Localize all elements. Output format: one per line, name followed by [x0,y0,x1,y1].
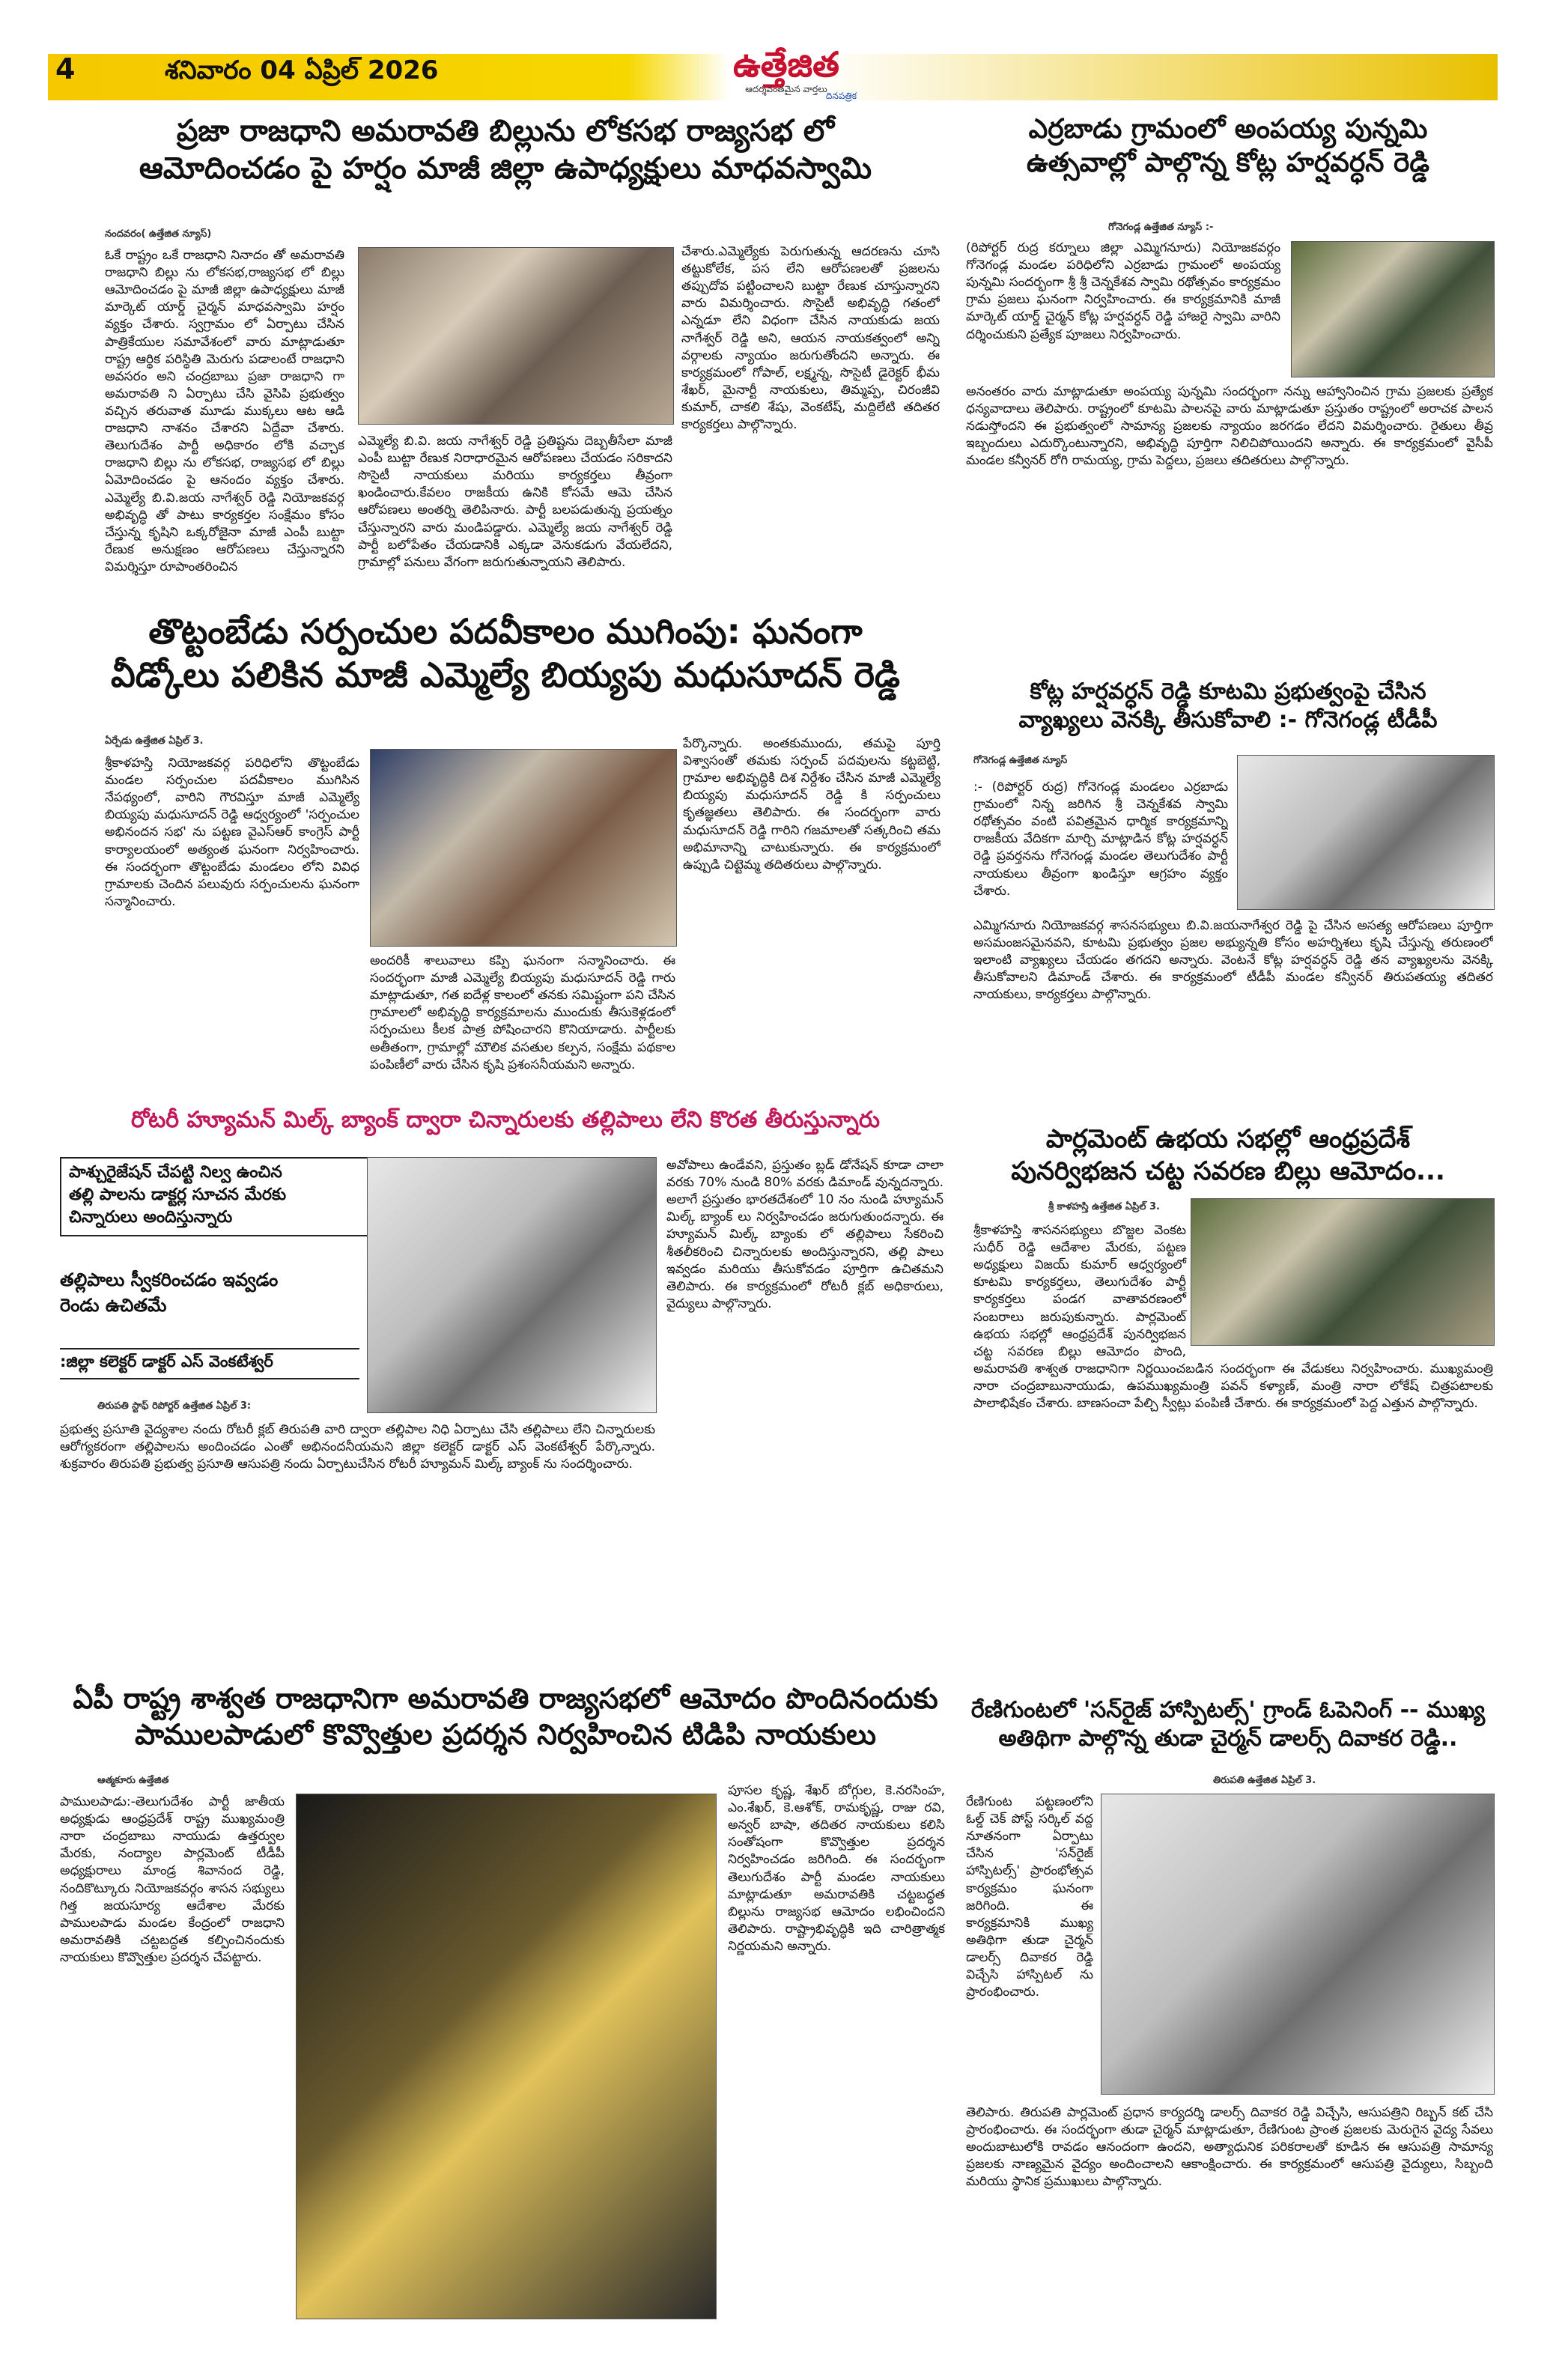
article7-photo [296,1794,717,2319]
article6-headline: పార్లమెంట్ ఉభయ సభల్లో ఆంధ్రప్రదేశ్ పునర్విభజన చట్ట సవరణ బిల్లు ఆమోదం... [1011,1124,1445,1186]
article4-photo [1237,755,1495,910]
masthead-logo [719,44,857,105]
article8-photo [1101,1794,1495,2095]
article2-byline: గోనెగండ్ల ఉత్తేజిత న్యూస్ :- [1108,222,1214,233]
article5-byline: తిరుపతి స్టాఫ్ రిపోర్టర్ ఉత్తేజిత ఏప్రిల్ 3: [97,1400,252,1412]
article6-col1: శ్రీకాళహస్తి శాసనసభ్యులు బొజ్జల వెంకట సుధీర్ రెడ్డి ఆదేశాల మేరకు, పట్టణ అధ్యక్షులు విజయ్ కుమార్ ఆధ్వర్యంలో కూటమి కార్యకర్తలు, తెలుగుదేశం పార్టీ కార్యకర్తలు పండగ వాతావరణంలో సంబరాలు జరుపుకున్నారు. పార్లమెంట్ ఉభయ సభల్లో ఆంధ్రప్రదేశ్ పునర్విభజన చట్ట సవరణ బిల్లు ఆమోదం పొంది, అమరావతి శాశ్వత రాజధానిగా నిర్ణయించబడిన సందర్భంగా ఈ వేడుకలు నిర్వహించారు. ముఖ్యమంత్రి నారా చంద్రబాబునాయుడు, ఉపముఖ్యమంత్రి పవన్ కళ్యాణ్, మంత్రి నారా లోకేష్ చిత్రపటాలకు పాలాభిషేకం చేశారు. బాణసంచా పేల్చి స్వీట్లు పంపిణీ చేశారు. ఈ కార్యక్రమంలో పెద్ద ఎత్తున పాల్గొన్నారు. [973,1223,1493,1412]
article3-col2: అందరికీ శాలువాలు కప్పి ఘనంగా సన్మానించారు. ఈ సందర్భంగా మాజీ ఎమ్మెల్యే బియ్యపు మధుసూదన్ రెడ్డి గారు మాట్లాడుతూ, గత ఐదేళ్ల కాలంలో తనకు సమిష్టంగా పని చేసిన గ్రామాలలో అభివృద్ధి కార్యక్రమాలను ముందుకు తీసుకెళ్లడంలో సర్పంచులు కీలక పాత్ర పోషించారని కొనియాడారు. పార్టీలకు అతీతంగా, గ్రామాల్లో మౌలిక వసతుల కల్పన, సంక్షేమ పథకాల పంపిణీలో వారు చేసిన కృషి ప్రశంసనీయమని అన్నారు. [370,953,675,1072]
article5-col2: అవోపాలు ఉండేవని, ప్రస్తుతం బ్లడ్ డోనేషన్ కూడా చాలా వరకు 70% నుండి 80% వరకు డిమాండ్ వున్నదన్నారు. అలాగే ప్రస్తుతం భారతదేశంలో 10 నం నుండి హ్యూమన్ మిల్క్ బ్యాంక్ లు నిర్వహించడం జరుగుతుందన్నారు. ఈ హ్యూమన్ మిల్క్ బ్యాంకు లో తల్లిపాలు సేకరించి శీతలీకరించి చిన్నారులకు అందిస్తున్నారని, తల్లి పాలు ఇవ్వడం మరియు తీసుకోవడం పూర్తిగా ఉచితమని తెలిపారు. ఈ కార్యక్రమంలో రోటరీ క్లబ్ అధికారులు, వైద్యులు పాల్గొన్నారు. [666,1158,943,1311]
article4-headline: కోట్ల హర్షవర్ధన్ రెడ్డి కూటమి ప్రభుత్వంపై చేసిన వ్యాఖ్యలు వెనక్కి తీసుకోవాలి :- గోనెగండ్ల టీడీపీ [1018,678,1438,733]
article7-headline: ఏపీ రాష్ట్ర శాశ్వత రాజధానిగా అమరావతి రాజ్యసభలో ఆమోదం పొందినందుకు పాములపాడులో కొవ్వొత్తుల ప్రదర్శన నిర్వహించిన టిడిపి నాయకులు [73,1682,938,1751]
article5-highlight-box2: తల్లిపాలు స్వీకరించడం ఇవ్వడం రెండు ఉచితమే [60,1269,279,1316]
logo-tag: దినపత్రిక [825,91,857,101]
article4-col1: :- (రిపోర్టర్ రుద్ర) గోనెగండ్ల మండలం ఎర్రబాడు గ్రామంలో నిన్న జరిగిన శ్రీ చెన్నకేశవ స్వామి రథోత్సవం వంటి పవిత్రమైన ధార్మిక కార్యక్రమాన్ని రాజకీయ వేదికగా మార్చి మాట్లాడిన కోట్ల హర్షవర్ధన్ రెడ్డి ప్రవర్తనను గోనెగండ్ల మండల తెలుగుదేశం పార్టీ నాయకులు తీవ్రంగా ఖండిస్తూ ఆగ్రహం వ్యక్తం చేశారు. [973,780,1228,899]
article6-byline: శ్రీ కాళహస్తి ఉత్తేజిత ఏప్రిల్ 3. [1048,1201,1160,1212]
article5-col1: ప్రభుత్వ ప్రసూతి వైద్యశాల నందు రోటరీ క్లబ్ తిరుపతి వారి ద్వారా తల్లిపాల నిధి ఏర్పాటు చేసి తల్లిపాలు లేని చిన్నారులకు ఆరోగ్యకరంగా తల్లిపాలను అందించడం ఎంతో అభినందనీయమని జిల్లా కలెక్టర్ డాక్టర్ ఎస్ వెంకటేశ్వర్ పేర్కొన్నారు. శుక్రవారం తిరుపతి ప్రభుత్వ ప్రసూతి ఆసుపత్రి నందు ఏర్పాటుచేసిన రోటరీ హ్యూమన్ మిల్క్ బ్యాంక్ ను సందర్శించారు. [60,1422,655,1472]
article7-col1: పాములపాడు:-తెలుగుదేశం పార్టీ జాతీయ అధ్యక్షుడు ఆంధ్రప్రదేశ్ రాష్ట్ర ముఖ్యమంత్రి నారా చంద్రబాబు నాయుడు ఉత్తర్వుల మేరకు, నంద్యాల పార్లమెంట్ టీడీపీ అధ్యక్షురాలు మాండ్ర శివానంద రెడ్డి, నందికొట్కూరు నియోజకవర్గం శాసన సభ్యులు గిత్త జయసూర్య ఆదేశాల మేరకు పాములపాడు మండల కేంద్రంలో రాజధాని అమరావతికి చట్టబద్ధత కల్పించినందుకు నాయకులు కొవ్వొత్తుల ప్రదర్శన చేపట్టారు. [60,1794,285,1965]
article8-col1: రేణిగుంట పట్టణంలోని ఓల్డ్ చెక్ పోస్ట్ సర్కిల్ వద్ద నూతనంగా ఏర్పాటు చేసిన 'సన్‌రైజ్ హాస్పిటల్స్' ప్రారంభోత్సవ కార్యక్రమం ఘనంగా జరిగింది. ఈ కార్యక్రమానికి ముఖ్య అతిథిగా తుడా చైర్మన్ డాలర్స్ దివాకర రెడ్డి విచ్చేసి హాస్పిటల్ ను ప్రారంభించారు. [966,1794,1093,2000]
article3-byline: ఏర్పేడు ఉత్తేజిత ఏప్రిల్ 3. [105,735,204,747]
page-number: 4 [55,52,76,85]
issue-date: శనివారం 04 ఏప్రిల్ 2026 [165,55,439,85]
article2-col2: అనంతరం వారు మాట్లాడుతూ అంపయ్య పున్నమి సందర్భంగా నన్ను ఆహ్వానించిన గ్రామ ప్రజలకు ప్రత్యేక ధన్యవాదాలు తెలిపారు. రాష్ట్రంలో కూటమి పాలనపై వారు మాట్లాడుతూ ప్రస్తుతం రాష్ట్రంలో అరాచక పాలన నడుస్తోందని ఈ ప్రభుత్వంలో సామాన్య ప్రజలకు న్యాయం జరగడం లేదని విమర్శించారు. రైతులు తీవ్ర ఇబ్బందులు ఎదుర్కొంటున్నారని, అభివృద్ధి పూర్తిగా నిలిచిపోయిందని అన్నారు. ఈ కార్యక్రమంలో వైసీపీ మండల కన్వీనర్ రోగి రామయ్య, గ్రామ పెద్దలు, ప్రజలు తదితరులు పాల్గొన్నారు. [966,384,1493,469]
logo-subtitle: ఆదర్శవంతమైన వార్తలు [745,84,827,94]
article1-headline: ప్రజా రాజధాని అమరావతి బిల్లును లోకసభ రాజ్యసభ లో ఆమోదించడం పై హర్షం మాజీ జిల్లా ఉపాధ్యక్షులు మాధవస్వామి [139,114,872,186]
article3-photo [370,749,677,947]
article8-col2: తెలిపారు. తిరుపతి పార్లమెంట్ ప్రధాన కార్యదర్శి డాలర్స్ దివాకర రెడ్డి విచ్చేసి, ఆసుపత్రిని రిబ్బన్ కట్ చేసి ప్రారంభించారు. ఈ సందర్భంగా తుడా చైర్మన్ మాట్లాడుతూ, రేణిగుంట ప్రాంత ప్రజలకు మెరుగైన వైద్య సేవలు అందుబాటులోకి రావడం ఆనందంగా ఉందని, అత్యాధునిక పరికరాలతో కూడిన ఈ ఆసుపత్రి సామాన్య ప్రజలకు నాణ్యమైన వైద్యం అందించాలని ఆకాంక్షించారు. ఈ కార్యక్రమంలో ఆసుపత్రి వైద్యులు, సిబ్బంది మరియు స్థానిక ప్రముఖులు పాల్గొన్నారు. [966,2105,1493,2190]
article7-col2: పూసల కృష్ణ, శేఖర్ బోగ్గుల, కె.నరసింహ, ఎం.శేఖర్, కె.ఆశోక్, రామకృష్ణ, రాజు రవి, అన్వర్ బాషా, తదితర నాయకులు కలిసి సంతోషంగా కొవ్వొత్తుల ప్రదర్శన నిర్వహించడం జరిగింది. ఈ సందర్భంగా తెలుగుదేశం పార్టీ మండల నాయకులు మాట్లాడుతూ అమరావతికి చట్టబద్ధత బిల్లును రాజ్యసభ ఆమోదం లభించిందని తెలిపారు. రాష్ట్రాభివృద్ధికి ఇది చారిత్రాత్మక నిర్ణయమని అన్నారు. [728,1783,945,1954]
article3-headline: తొట్టంబేడు సర్పంచుల పదవీకాలం ముగింపు: ఘనంగా వీడ్కోలు పలికిన మాజీ ఎమ్మెల్యే బియ్యపు మధుసూదన్ రెడ్డి [111,611,900,695]
article5-highlight-box3: :జిల్లా కలెక్టర్ డాక్టర్ ఎస్ వెంకటేశ్వర్ [60,1348,359,1379]
logo-text: ఉత్తేజిత [733,44,839,85]
article2-photo [1291,241,1495,377]
article2-col1: (రిపోర్టర్ రుద్ర కర్నూలు జిల్లా ఎమ్మిగనూరు) నియోజకవర్గం గోనెగండ్ల మండల పరిధిలోని ఎర్రబాడు గ్రామంలో అంపయ్య పున్నమి సందర్భంగా శ్రీ శ్రీ చెన్నకేశవ స్వామి రథోత్సవం కార్యక్రమం గ్రామ ప్రజలు ఘనంగా నిర్వహించారు. ఈ కార్యక్రమానికి మాజీ మార్కెట్ యార్డ్ చైర్మన్ కోట్ల హర్షవర్ధన్ రెడ్డి హాజరై స్వామి వారిని దర్శించుకుని ప్రత్యేక పూజలు నిర్వహించారు. [966,240,1280,342]
article4-col2: ఎమ్మిగనూరు నియోజకవర్గ శాసనసభ్యులు బి.వి.జయనాగేశ్వర రెడ్డి పై చేసిన అసత్య ఆరోపణలు పూర్తిగా అసమంజసమైనవని, కూటమి ప్రభుత్వం ప్రజల అభ్యున్నతి కోసం అహర్నిశలు కృషి చేస్తున్న తరుణంలో ఇలాంటి వ్యాఖ్యలు చేయడం తగదని అన్నారు. వెంటనే కోట్ల హర్షవర్ధన్ రెడ్డి తన వ్యాఖ్యలను వెనక్కి తీసుకోవాలని డిమాండ్ చేశారు. ఈ కార్యక్రమంలో టీడీపీ మండల కన్వీనర్ తిరుపతయ్య తదితర నాయకులు, కార్యకర్తలు పాల్గొన్నారు. [973,918,1493,1003]
article4-byline: గోనెగండ్ల ఉత్తేజిత న్యూస్ [973,755,1068,766]
article8-headline: రేణిగుంటలో 'సన్‌రైజ్ హాస్పిటల్స్' గ్రాండ్ ఓపెనింగ్ -- ముఖ్య అతిథిగా పాల్గొన్న తుడా చైర్మన్ డాలర్స్ దివాకర రెడ్డి.. [970,1697,1486,1752]
article1-photo [358,247,674,425]
article1-col1: ఓకే రాష్ట్రం ఒకే రాజధాని నినాదం తో అమరావతి రాజధాని బిల్లు ను లోకసభ,రాజ్యసభ లో బిల్లు ఆమోదించడం పై మాజీ జిల్లా ఉపాధ్యక్షులు మాజీ మార్కెట్ యార్డ్ చైర్మన్ మాధవస్వామి హర్షం వ్యక్తం చేశారు. స్వగ్రామం లో ఏర్పాటు చేసిన పాత్రికేయుల సమావేశంలో వారు మాట్లాడుతూ రాష్ట్ర ఆర్థిక పరిస్థితి మెరుగు పడాలంటే రాజధాని అవసరం అని చంద్రబాబు ప్రజా రాజధాని గా అమరావతి ని ఏర్పాటు చేసి వైసిపి ప్రభుత్వం వచ్చిన తరువాత మూడు ముక్కలు ఆట ఆడి రాజధాని నాశనం చేశారని ఏద్దేవా చేశారు. తెలుగుదేశం పార్టీ అధికారం లోకి వచ్చాక రాజధాని బిల్లు ను లోకసభ, రాజ్యసభ లో బిల్లు ఏమోదించడం పై ఆనందం వ్యక్తం చేశారు. ఎమ్మెల్యే బి.వి.జయ నాగేశ్వర్ రెడ్డి నియోజకవర్గ అభివృద్ధి తో పాటు కార్యకర్తల సంక్షేమం కోసం చేస్తున్న కృషిని ఒక్కరోజైనా మాజీ ఎంపీ బుట్టా రేణుక అనుక్షణం ఆరోపణలు చేస్తున్నారని విమర్శిస్తూ రూపాంతరించిన [105,248,344,574]
article3-col3: పేర్కొన్నారు. అంతకుముందు, తమపై పూర్తి విశ్వాసంతో తమకు సర్పంచ్ పదవులను కట్టబెట్టి, గ్రామాల అభివృద్ధికి దిశ నిర్దేశం చేసిన మాజీ ఎమ్మెల్యే బియ్యపు మధుసూదన్ రెడ్డి కి సర్పంచులు కృతజ్ఞతలు తెలిపారు. ఈ సందర్భంగా వారు మధుసూదన్ రెడ్డి గారిని గజమాలతో సత్కరించి తమ అభిమానాన్ని చాటుకున్నారు. ఈ కార్యక్రమంలో ఉప్పుడి చిట్టెమ్మ తదితరులు పాల్గొన్నారు. [683,736,941,872]
article7-byline: ఆత్మకూరు ఉత్తేజిత [97,1775,169,1786]
article6-photo-spacer [1186,1222,1493,1350]
article5-highlight-box1: పాశ్చురైజేషన్ చేపట్టి నిల్వ ఉంచిన తల్లి పాలను డాక్టర్ల సూచన మేరకు చిన్నారులు అందిస్తున్నారు [60,1157,370,1236]
article5-photo [367,1157,657,1413]
article1-byline: నందవరం( ఉత్తేజిత న్యూస్) [105,228,212,240]
article1-col2: ఎమ్మెల్యే బి.వి. జయ నాగేశ్వర్ రెడ్డి ప్రతిష్టను దెబ్బతీసేలా మాజీ ఎంపీ బుట్టా రేణుక నిరాధారమైన ఆరోపణలు చేయడం సరికాదని సొసైటీ నాయకులు మరియు కార్యకర్తలు తీవ్రంగా ఖండించారు.కేవలం రాజకీయ ఉనికి కోసమే ఆమె చేసిన ఆరోపణలు అంతర్ని తెలిపినారు. పార్టీ బలపడుతున్న ప్రయత్నం చేస్తున్నారని వారు మండిపడ్డారు. ఎమ్మెల్యే జయ నాగేశ్వర్ రెడ్డి పార్టీ బలోపేతం చేయడానికి ఎక్కడా వెనుకడుగు వేయలేదని, గ్రామాల్లో పనులు వేగంగా జరుగుతున్నాయని తెలిపారు. [358,434,672,570]
article5-subhead: రోటరీ హ్యూమన్ మిల్క్ బ్యాంక్ ద్వారా చిన్నారులకు తల్లిపాలు లేని కొరత తీరుస్తున్నారు [130,1107,881,1133]
article3-col1: శ్రీకాళహస్తి నియోజకవర్గ పరిధిలోని తొట్టంబేడు మండల సర్పంచుల పదవీకాలం ముగిసిన నేపథ్యంలో, వారిని గౌరవిస్తూ మాజీ ఎమ్మెల్యే బియ్యపు మధుసూదన్ రెడ్డి ఆధ్వర్యంలో 'సర్పంచుల అభినందన సభ' ను పట్టణ వైఎస్ఆర్ కాంగ్రెస్ పార్టీ కార్యాలయంలో అత్యంత ఘనంగా నిర్వహించారు. ఈ సందర్భంగా తొట్టంబేడు మండలం లోని వివిధ గ్రామాలకు చెందిన పలువురు సర్పంచులను ఘనంగా సన్మానించారు. [105,756,359,909]
article2-headline: ఎర్రబాడు గ్రామంలో అంపయ్య పున్నమి ఉత్సవాల్లో పాల్గొన్న కోట్ల హర్షవర్ధన్ రెడ్డి [1027,114,1429,178]
article1-col3: చేశారు.ఎమ్మెల్యేకు పెరుగుతున్న ఆదరణను చూసి తట్టుకోలేక, పస లేని ఆరోపణలతో ప్రజలను తప్పుదోవ పట్టించాలని బుట్టా రేణుక చూస్తున్నారని వారు విమర్శించారు. సొసైటీ అభివృద్ధి గతంలో ఎన్నడూ లేని విధంగా చేసిన నాయకుడు జయ నాగేశ్వర్ రెడ్డి అని, ఆయన నాయకత్వంలో అన్ని వర్గాలకు న్యాయం జరుగుతోందని అన్నారు. ఈ కార్యక్రమంలో గోపాల్, లక్ష్మన్న, సొసైటీ డైరెక్టర్ భీమ శేఖర్, మైనార్టీ నాయకులు, తిమ్మప్ప, చిరంజీవి కుమార్, చాకలి శేషు, వెంకటేష్, మద్దిలేటి తదితర కార్యకర్తలు పాల్గొన్నారు. [681,244,940,433]
article8-byline: తిరుపతి ఉత్తేజిత ఏప్రిల్ 3. [1213,1775,1316,1786]
